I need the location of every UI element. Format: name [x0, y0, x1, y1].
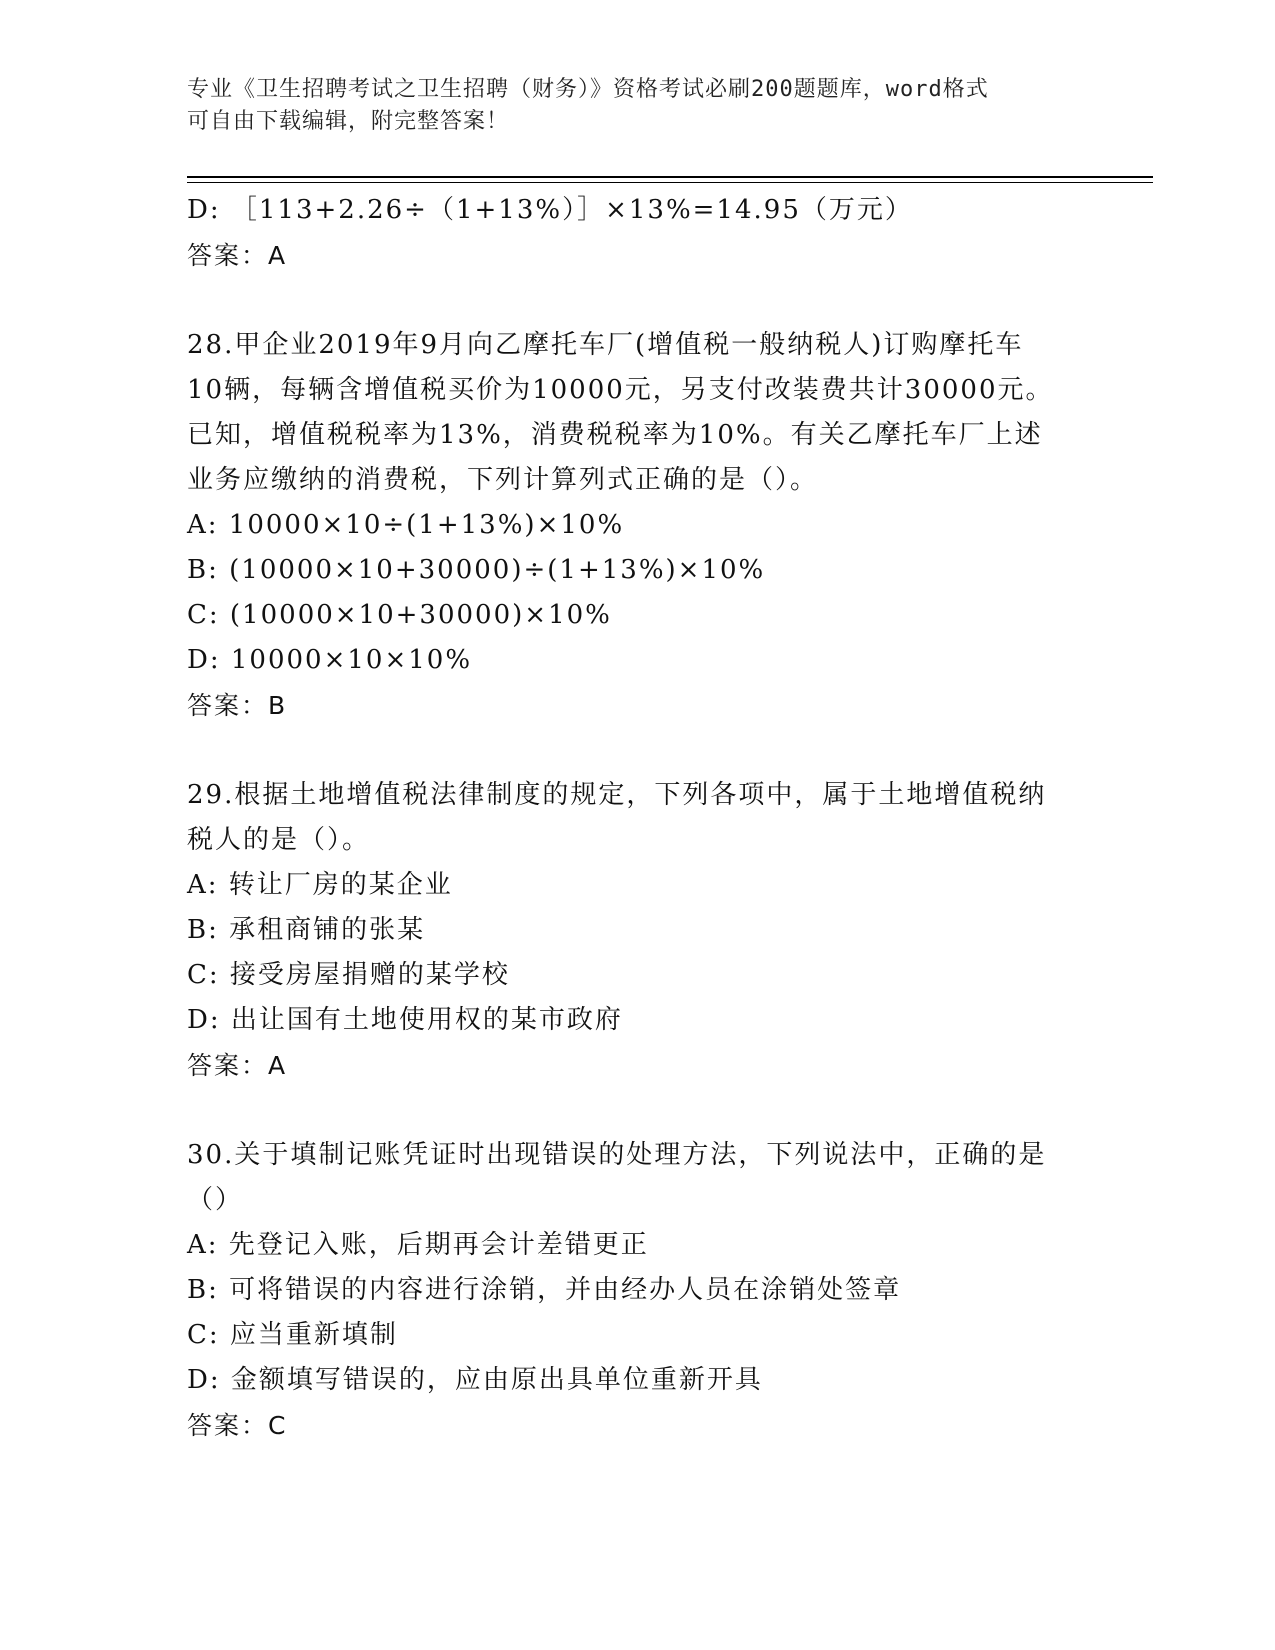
question-stem-line: 10辆，每辆含增值税买价为10000元，另支付改装费共计30000元。 — [187, 375, 1054, 405]
option-b: B: 可将错误的内容进行涂销，并由经办人员在涂销处签章 — [187, 1275, 902, 1305]
option-a: A: 转让厂房的某企业 — [187, 870, 453, 900]
option-d: D: 出让国有土地使用权的某市政府 — [187, 1005, 623, 1035]
option-a: A: 先登记入账，后期再会计差错更正 — [187, 1230, 649, 1260]
question-stem-line: 29.根据土地增值税法律制度的规定，下列各项中，属于土地增值税纳 — [187, 780, 1047, 810]
header-divider-thick — [187, 176, 1153, 178]
answer-line: 答案：A — [187, 241, 288, 270]
question-stem-line: 30.关于填制记账凭证时出现错误的处理方法，下列说法中，正确的是 — [187, 1140, 1047, 1170]
document-body — [187, 188, 1067, 1448]
question-30 — [187, 1133, 1067, 1448]
option-d: D: 金额填写错误的，应由原出具单位重新开具 — [187, 1365, 763, 1395]
option-c: C: (10000×10+30000)×10% — [187, 600, 612, 630]
option-b: B: (10000×10+30000)÷(1+13%)×10% — [187, 555, 766, 585]
header-line-1: 专业《卫生招聘考试之卫生招聘（财务）》资格考试必刷200题题库，word格式 — [187, 77, 989, 102]
question-stem-line: 28.甲企业2019年9月向乙摩托车厂(增值税一般纳税人)订购摩托车 — [187, 330, 1024, 360]
spacer — [187, 278, 1067, 323]
question-29 — [187, 773, 1067, 1088]
option-a: A: 10000×10÷(1+13%)×10% — [187, 510, 625, 540]
question-stem-line: 业务应缴纳的消费税，下列计算列式正确的是（）。 — [187, 465, 819, 495]
answer-line: 答案：B — [187, 691, 288, 720]
prev-question-tail — [187, 188, 1067, 278]
header-line-2: 可自由下载编辑，附完整答案！ — [187, 109, 510, 134]
answer-line: 答案：C — [187, 1411, 288, 1440]
answer-line: 答案：A — [187, 1051, 288, 1080]
header-divider-thin — [187, 182, 1153, 183]
spacer — [187, 728, 1067, 773]
question-stem-line: 税人的是（）。 — [187, 825, 371, 855]
option-d: D: ［113+2.26÷（1+13%）］×13%=14.95（万元） — [187, 195, 913, 225]
document-header — [187, 74, 1067, 138]
question-stem-line: （） — [187, 1185, 244, 1215]
question-28 — [187, 323, 1067, 728]
option-b: B: 承租商铺的张某 — [187, 915, 426, 945]
option-d: D: 10000×10×10% — [187, 645, 473, 675]
option-c: C: 接受房屋捐赠的某学校 — [187, 960, 510, 990]
spacer — [187, 1088, 1067, 1133]
question-stem-line: 已知，增值税税率为13%，消费税税率为10%。有关乙摩托车厂上述 — [187, 420, 1043, 450]
option-c: C: 应当重新填制 — [187, 1320, 398, 1350]
